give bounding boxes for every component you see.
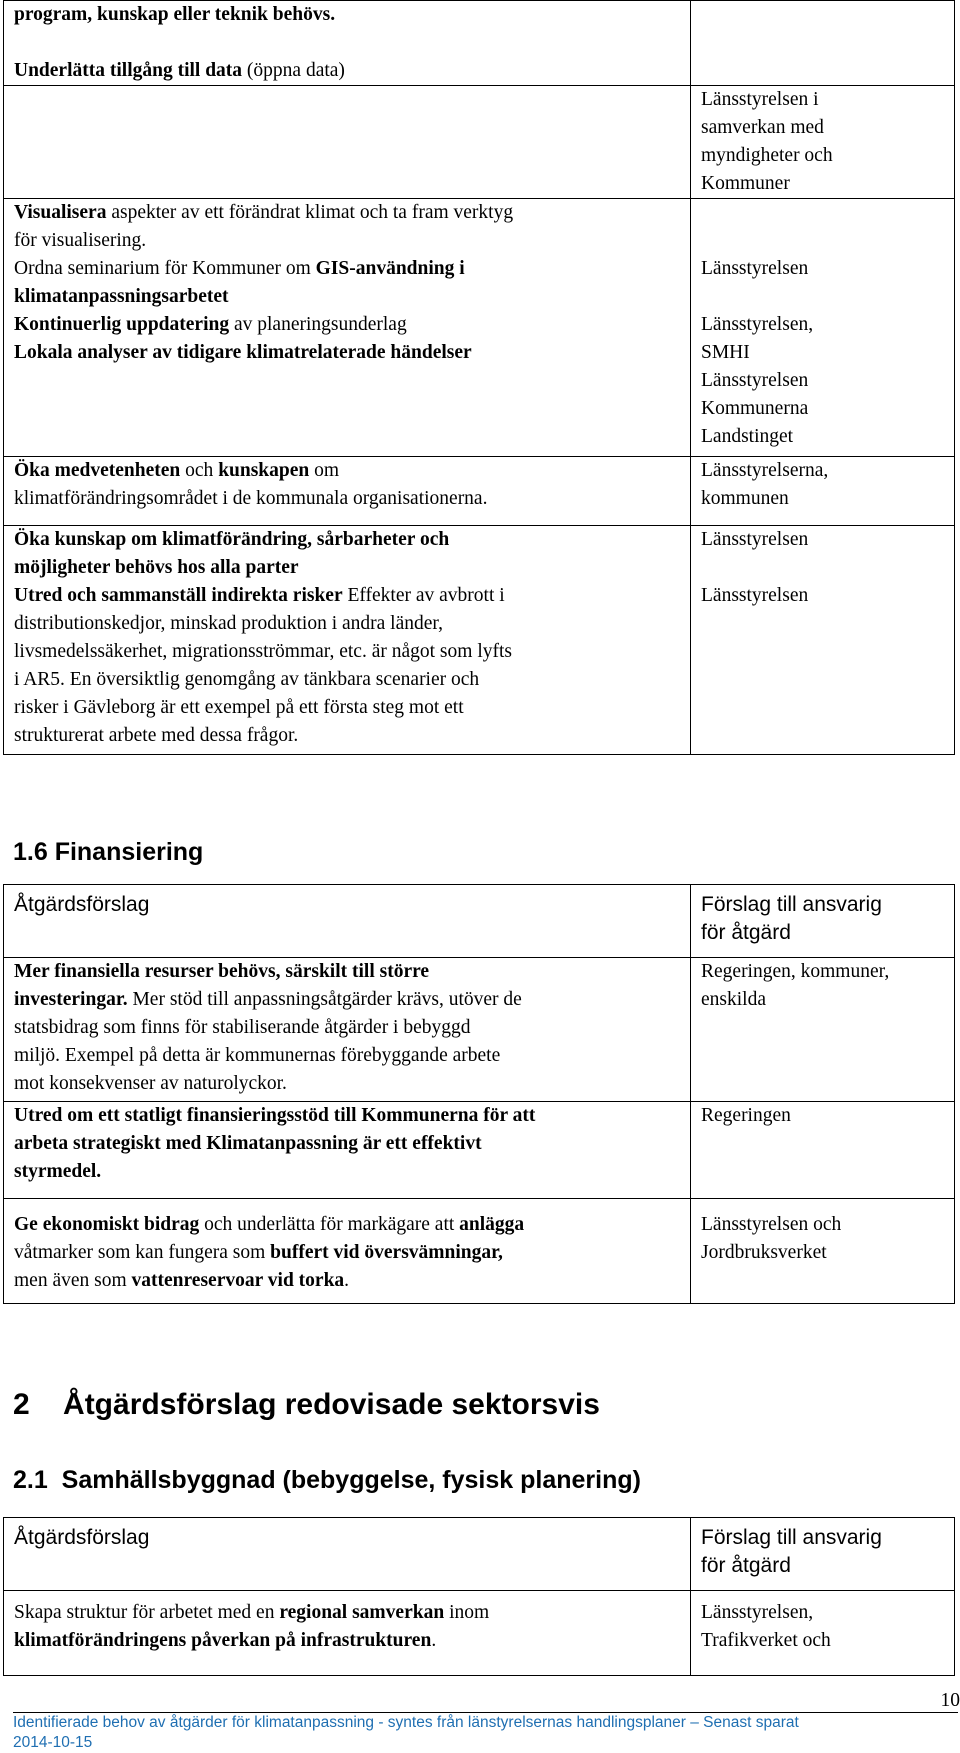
text-line [701, 199, 944, 227]
text-line [14, 57, 680, 85]
text-line [701, 554, 944, 582]
text-line [14, 1267, 680, 1295]
table-row [4, 958, 955, 1102]
text-line: Jordbruksverket [701, 1239, 944, 1267]
bold-text: styrmedel. [14, 1161, 101, 1182]
section-heading-finansiering: 1.6 Finansiering [13, 838, 203, 867]
text-line [14, 958, 680, 986]
table-row [4, 457, 955, 526]
action-cell [4, 1, 691, 86]
text-line: Länsstyrelsen [701, 255, 944, 283]
bold-text: Visualisera [14, 202, 106, 223]
action-cell [4, 1591, 691, 1676]
table-row [4, 199, 955, 457]
bold-text: kunskapen [218, 460, 309, 481]
text-line: Kommuner [701, 170, 944, 198]
table-row [4, 1, 955, 86]
text-line: Kommunerna [701, 395, 944, 423]
text-line [701, 283, 944, 311]
text-line: enskilda [701, 986, 944, 1014]
header-atgardsforslag: Åtgärdsförslag [4, 1518, 691, 1591]
text-line [14, 1239, 680, 1267]
bold-text: Kontinuerlig uppdatering [14, 314, 229, 335]
text: . [344, 1270, 349, 1291]
footer-line-1: Identifierade behov av åtgärder för klimatanpassning - syntes från länstyrelsernas handlingsplaner – Senast sparat [13, 1713, 799, 1733]
section-heading-samhallsbyggnad: 2.1 Samhällsbyggnad (bebyggelse, fysisk planering) [13, 1466, 641, 1495]
text: distributionskedjor, minskad produktion i andra länder, [14, 613, 443, 634]
text-line: Länsstyrelsen [701, 582, 944, 610]
responsible-cell [691, 86, 955, 199]
text-line [14, 1014, 680, 1042]
text-line [14, 666, 680, 694]
text: för visualisering. [14, 230, 146, 251]
responsible-cell [691, 1, 955, 86]
header-forslag-ansvarig [691, 885, 955, 958]
responsible-cell [691, 958, 955, 1102]
page-number: 10 [941, 1690, 960, 1712]
bold-text: Öka kunskap om klimatförändring, sårbarheter och [14, 529, 449, 550]
text: Mer stöd till anpassningsåtgärder krävs, utöver de [128, 989, 522, 1010]
text: Effekter av avbrott i [343, 585, 505, 606]
text-line: för åtgärd [701, 1552, 944, 1580]
action-cell [4, 1199, 691, 1304]
text-line: samverkan med [701, 114, 944, 142]
text-line: Regeringen [701, 1102, 944, 1130]
text-line [14, 485, 680, 513]
text-line [14, 722, 680, 750]
text-line: SMHI [701, 339, 944, 367]
text: och [180, 460, 218, 481]
table-header-row [4, 885, 955, 958]
text-line [14, 199, 680, 227]
text-line: Länsstyrelsen [701, 526, 944, 554]
table-row [4, 1591, 955, 1676]
text-line [14, 1130, 680, 1158]
bold-text: program, kunskap eller teknik behövs. [14, 4, 335, 25]
text-line [14, 986, 680, 1014]
samhallsbyggnad-table [3, 1517, 955, 1676]
text-line: Länsstyrelsen och [701, 1211, 944, 1239]
table-row [4, 86, 955, 199]
text-line [14, 694, 680, 722]
bold-text: Lokala analyser av tidigare klimatrelaterade händelser [14, 342, 472, 363]
section-heading-sektorsvis: 2 Åtgärdsförslag redovisade sektorsvis [13, 1388, 600, 1422]
text-line: myndigheter och [701, 142, 944, 170]
text-line [701, 227, 944, 255]
action-cell [4, 457, 691, 526]
text: strukturerat arbete med dessa frågor. [14, 725, 298, 746]
text-line: Landstinget [701, 423, 944, 451]
bold-text: regional samverkan [279, 1602, 444, 1623]
bold-text: Utred och sammanställ indirekta risker [14, 585, 343, 606]
text: som kan fungera som [93, 1242, 270, 1263]
text: inom [444, 1602, 489, 1623]
text-line: Förslag till ansvarig [701, 1524, 944, 1552]
text-line: Regeringen, kommuner, [701, 958, 944, 986]
text: statsbidrag som finns för stabiliserande åtgärder i bebyggd [14, 1017, 471, 1038]
text-line: för åtgärd [701, 919, 944, 947]
bold-text: buffert vid översvämningar, [270, 1242, 503, 1263]
text-line [14, 610, 680, 638]
text-line [14, 638, 680, 666]
text-line: Länsstyrelsen i [701, 86, 944, 114]
table-row [4, 526, 955, 755]
text-line [14, 1599, 680, 1627]
text-line [14, 526, 680, 554]
action-cell [4, 1102, 691, 1199]
text: livsmedelssäkerhet, migrationsströmmar, etc. är något som lyfts [14, 641, 512, 662]
text-line [14, 1158, 680, 1186]
text: i AR5. En översiktlig genomgång av tänkbara scenarier och [14, 669, 479, 690]
text-line: Länsstyrelsen, [701, 1599, 944, 1627]
bold-text: Mer finansiella resurser behövs, särskilt till större [14, 961, 429, 982]
table-header-row [4, 1518, 955, 1591]
bold-text: Öka medvetenheten [14, 460, 180, 481]
text-line [14, 457, 680, 485]
bold-text: Ge ekonomiskt bidrag [14, 1214, 199, 1235]
responsible-cell [691, 526, 955, 755]
responsible-cell [691, 199, 955, 457]
footer-text [13, 1713, 799, 1753]
table-row [4, 1102, 955, 1199]
text: och underlätta för markägare att [199, 1214, 459, 1235]
action-cell [4, 526, 691, 755]
text-line [14, 1, 680, 29]
responsible-cell [691, 1199, 955, 1304]
spacer [14, 29, 680, 57]
bold-text: Underlätta tillgång till data [14, 60, 242, 81]
text: men även som [14, 1270, 132, 1291]
text-line: Länsstyrelserna, [701, 457, 944, 485]
responsible-cell [691, 1591, 955, 1676]
bold-text: anlägga [459, 1214, 524, 1235]
text-line [14, 283, 680, 311]
bold-text: GIS-användning i [316, 258, 465, 279]
text: aspekter av ett förändrat klimat och ta fram verktyg [106, 202, 513, 223]
text: (öppna data) [242, 60, 345, 81]
header-forslag-ansvarig [691, 1518, 955, 1591]
responsible-cell [691, 1102, 955, 1199]
text-line: kommunen [701, 485, 944, 513]
text: av planeringsunderlag [229, 314, 407, 335]
responsible-cell [691, 457, 955, 526]
text-line: Länsstyrelsen [701, 367, 944, 395]
text: . [431, 1630, 436, 1651]
bold-text: arbeta strategiskt med Klimatanpassning är ett effektivt [14, 1133, 482, 1154]
text: om [309, 460, 339, 481]
text-line [14, 582, 680, 610]
finansiering-table [3, 884, 955, 1304]
header-atgardsforslag: Åtgärdsförslag [4, 885, 691, 958]
text-line [14, 255, 680, 283]
text-line [14, 339, 680, 367]
text-line: Förslag till ansvarig [701, 891, 944, 919]
bold-text: vattenreservoar vid torka [132, 1270, 345, 1291]
text-line [14, 554, 680, 582]
bold-text: möjligheter behövs hos alla parter [14, 557, 299, 578]
table-row [4, 1199, 955, 1304]
bold-text: Utred om ett statligt finansieringsstöd till Kommunerna för att [14, 1105, 535, 1126]
text: miljö. Exempel på detta är kommunernas förebyggande arbete [14, 1045, 500, 1066]
text: klimatförändringsområdet i de kommunala organisationerna. [14, 488, 487, 509]
bold-text: klimatanpassningsarbetet [14, 286, 229, 307]
bold-text: investeringar. [14, 989, 128, 1010]
action-cell [4, 86, 691, 199]
action-cell [4, 958, 691, 1102]
text: mot konsekvenser av naturolyckor. [14, 1073, 287, 1094]
footer-line-2: 2014-10-15 [13, 1733, 799, 1753]
text-line [14, 1070, 680, 1098]
actions-table-continued [3, 0, 955, 755]
text: risker i Gävleborg är ett exempel på ett första steg mot ett [14, 697, 464, 718]
text-line [14, 1211, 680, 1239]
text-line: Trafikverket och [701, 1627, 944, 1655]
text: våtmarker [14, 1242, 93, 1263]
text: Ordna seminarium för Kommuner om [14, 258, 316, 279]
text-line [14, 1042, 680, 1070]
text-line [14, 1102, 680, 1130]
bold-text: klimatförändringens påverkan på infrastrukturen [14, 1630, 431, 1651]
action-cell [4, 199, 691, 457]
text-line [14, 227, 680, 255]
text-line: Länsstyrelsen, [701, 311, 944, 339]
text: Skapa struktur för arbetet med en [14, 1602, 279, 1623]
text-line [14, 311, 680, 339]
text-line [14, 1627, 680, 1655]
